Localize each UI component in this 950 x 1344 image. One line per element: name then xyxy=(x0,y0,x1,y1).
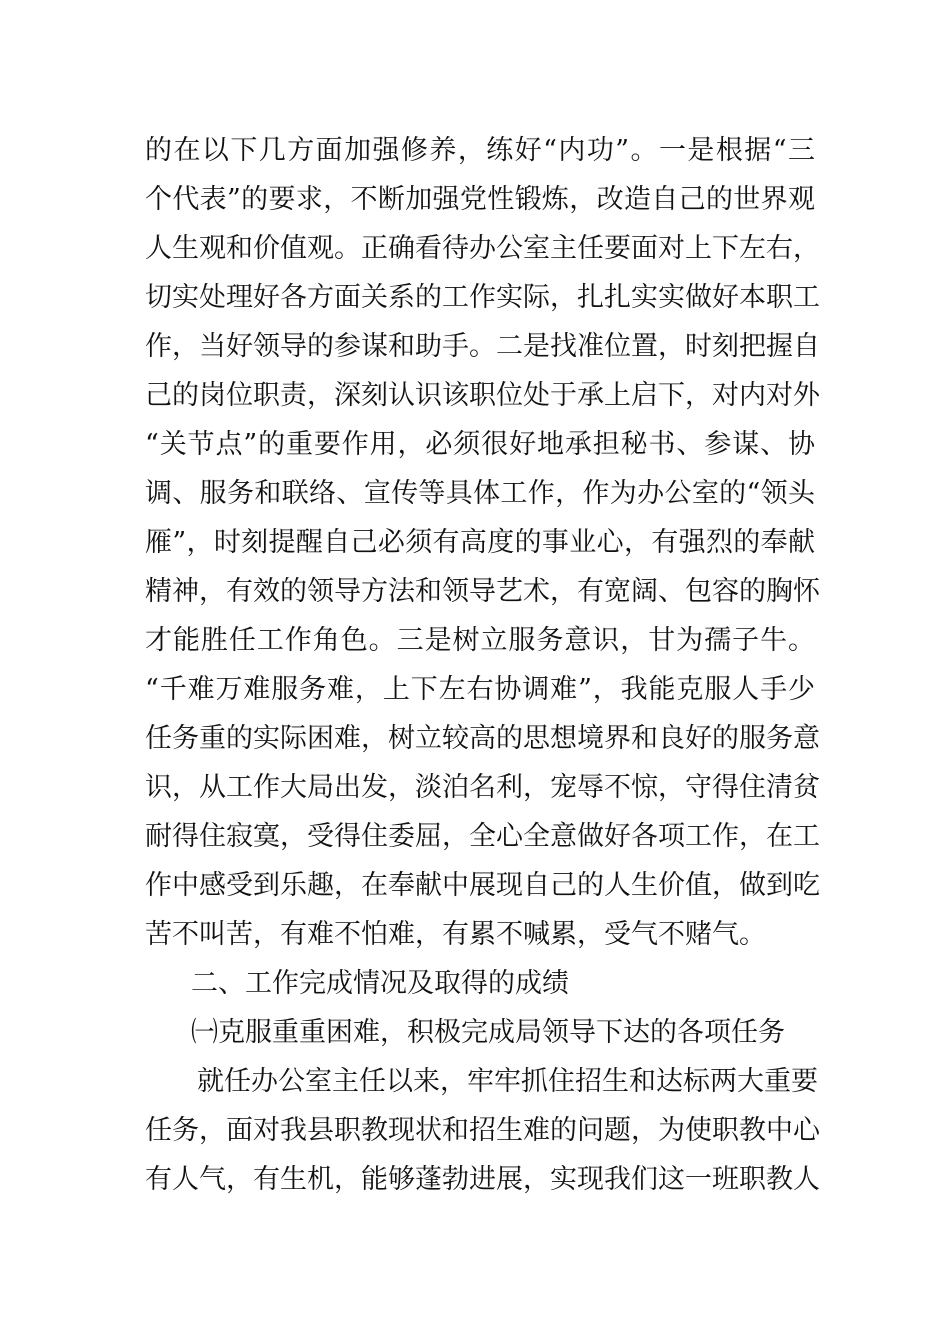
body-text-line: 苦不叫苦，有难不怕难，有累不喊累，受气不赌气。 xyxy=(145,919,766,950)
body-text-line: 识，从工作大局出发，淡泊名利，宠辱不惊，守得住清贫 xyxy=(145,772,820,803)
body-text-line: 耐得住寂寞，受得住委屈，全心全意做好各项工作，在工 xyxy=(145,821,820,852)
subsection-heading: ㈠克服重重困难，积极完成局领导下达的各项任务 xyxy=(191,1017,785,1048)
body-text-line: 有人气，有生机，能够蓬勃进展，实现我们这一班职教人 xyxy=(145,1164,820,1195)
body-text-line: 切实处理好各方面关系的工作实际，扎扎实实做好本职工 xyxy=(145,282,820,313)
body-text-line: 精神，有效的领导方法和领导艺术，有宽阔、包容的胸怀 xyxy=(145,576,820,607)
body-text-line: 作，当好领导的参谋和助手。二是找准位置，时刻把握自 xyxy=(145,331,820,362)
body-text-line: 人生观和价值观。正确看待办公室主任要面对上下左右， xyxy=(145,233,820,264)
body-text-line: 才能胜任工作角色。三是树立服务意识，甘为孺子牛。 xyxy=(145,625,815,656)
body-text-line: 任务，面对我县职教现状和招生难的问题，为使职教中心 xyxy=(145,1115,820,1146)
body-text-line: “关节点”的重要作用，必须很好地承担秘书、参谋、协 xyxy=(145,429,815,460)
body-text-line: 就任办公室主任以来，牢牢抓住招生和达标两大重要 xyxy=(197,1066,818,1097)
body-text-line: “千难万难服务难，上下左右协调难”，我能克服人手少 xyxy=(145,674,815,705)
body-text-line: 调、服务和联络、宣传等具体工作，作为办公室的“领头 xyxy=(145,478,815,509)
body-text-line: 个代表”的要求，不断加强党性锻炼，改造自己的世界观 xyxy=(145,184,815,215)
body-text-line: 雁”，时刻提醒自己必须有高度的事业心，有强烈的奉献 xyxy=(145,527,815,558)
body-text-line: 任务重的实际困难，树立较高的思想境界和良好的服务意 xyxy=(145,723,820,754)
body-text-line: 己的岗位职责，深刻认识该职位处于承上启下，对内对外 xyxy=(145,380,820,411)
body-text-line: 的在以下几方面加强修养，练好“内功”。一是根据“三 xyxy=(145,135,815,166)
section-heading: 二、工作完成情况及取得的成绩 xyxy=(191,968,569,999)
body-text-line: 作中感受到乐趣，在奉献中展现自己的人生价值，做到吃 xyxy=(145,870,820,901)
